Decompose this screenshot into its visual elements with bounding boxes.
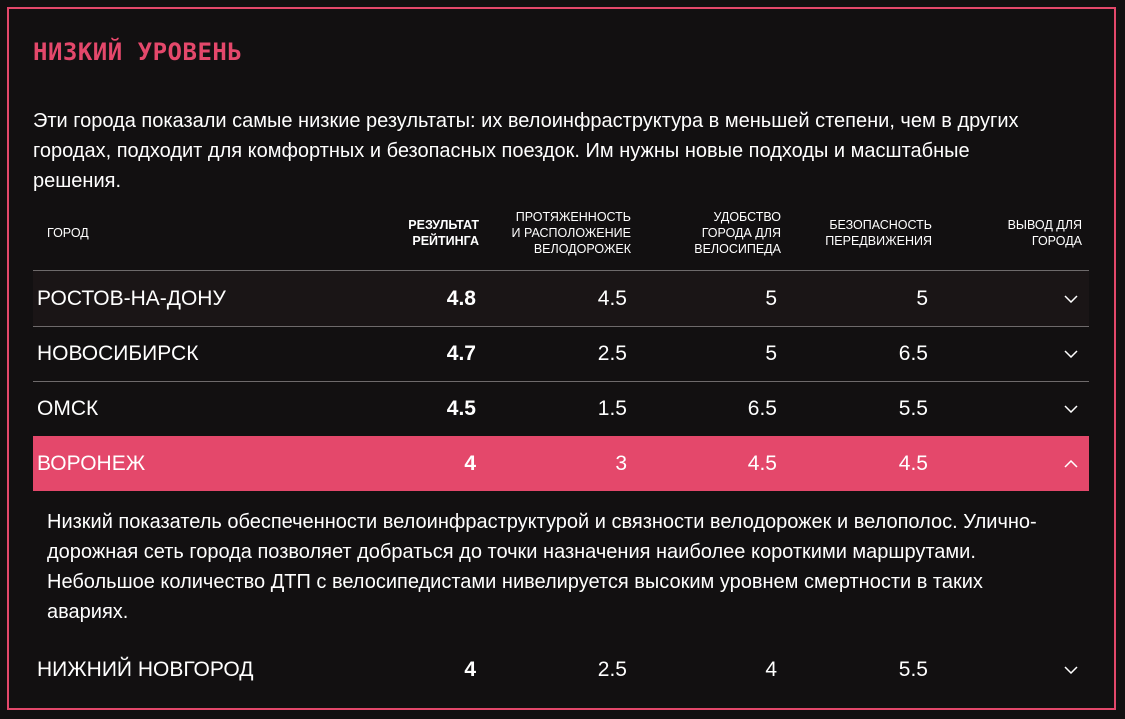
chevron-down-icon[interactable] [1061, 326, 1081, 381]
city-name: НИЖНИЙ НОВГОРОД [37, 658, 254, 681]
column-header-comfort: УДОБСТВО ГОРОДА ДЛЯ ВЕЛОСИПЕДА [694, 210, 781, 256]
table-row-omsk[interactable] [33, 381, 1089, 437]
comfort-value: 6.5 [747, 397, 777, 420]
comfort-value: 4 [765, 658, 777, 681]
city-name: НОВОСИБИРСК [37, 342, 199, 365]
length-value: 4.5 [597, 287, 627, 310]
result-value: 4 [464, 658, 476, 681]
chevron-down-icon[interactable] [1061, 381, 1081, 436]
section-intro: Эти города показали самые низкие результаты: их велоинфраструктура в меньшей степени, чем в других городах, подходит для комфортных и безопасных поездок. Им нужны новые подходы и масштабные решения. [33, 110, 1019, 192]
column-header-result: РЕЗУЛЬТАТ РЕЙТИНГА [408, 218, 479, 248]
chevron-down-icon[interactable] [1061, 271, 1081, 326]
length-value: 2.5 [597, 342, 627, 365]
column-header-safety: БЕЗОПАСНОСТЬ ПЕРЕДВИЖЕНИЯ [825, 218, 932, 248]
table-row-voronezh[interactable] [33, 436, 1089, 491]
city-conclusion-text: Низкий показатель обеспеченности велоинфраструктурой и связности велодорожек и велополос. Улично-дорожная сеть города позволяет добраться до точки назначения наиболее короткими маршрутами. Небольшое количество ДТП с велосипедистами нивелируется высоким уровнем смертности в таких авариях. [47, 511, 1037, 623]
table-row-novosibirsk[interactable] [33, 326, 1089, 382]
safety-value: 5.5 [898, 397, 928, 420]
safety-value: 5 [916, 287, 928, 310]
chevron-up-icon[interactable] [1061, 436, 1081, 491]
length-value: 3 [615, 452, 627, 475]
city-name: РОСТОВ-НА-ДОНУ [37, 287, 226, 310]
comfort-value: 5 [765, 287, 777, 310]
safety-value: 5.5 [898, 658, 928, 681]
chevron-down-icon[interactable] [1061, 642, 1081, 697]
table-row-rostov[interactable] [33, 271, 1089, 327]
safety-value: 4.5 [898, 452, 928, 475]
result-value: 4.7 [446, 342, 476, 365]
length-value: 2.5 [597, 658, 627, 681]
city-name: ВОРОНЕЖ [37, 452, 146, 475]
result-value: 4.8 [446, 287, 476, 310]
comfort-value: 4.5 [747, 452, 777, 475]
column-header-output: ВЫВОД ДЛЯ ГОРОДА [1007, 218, 1082, 248]
section-title: НИЗКИЙ УРОВЕНЬ [33, 38, 243, 66]
column-header-city: ГОРОД [47, 226, 89, 240]
city-name: ОМСК [37, 397, 99, 420]
table-row-nizhny-novgorod[interactable] [33, 642, 1089, 697]
length-value: 1.5 [597, 397, 627, 420]
result-value: 4 [464, 452, 476, 475]
result-value: 4.5 [446, 397, 476, 420]
table-header [33, 208, 1089, 271]
comfort-value: 5 [765, 342, 777, 365]
safety-value: 6.5 [898, 342, 928, 365]
column-header-length: ПРОТЯЖЕННОСТЬ И РАСПОЛОЖЕНИЕ ВЕЛОДОРОЖЕК [511, 210, 631, 256]
